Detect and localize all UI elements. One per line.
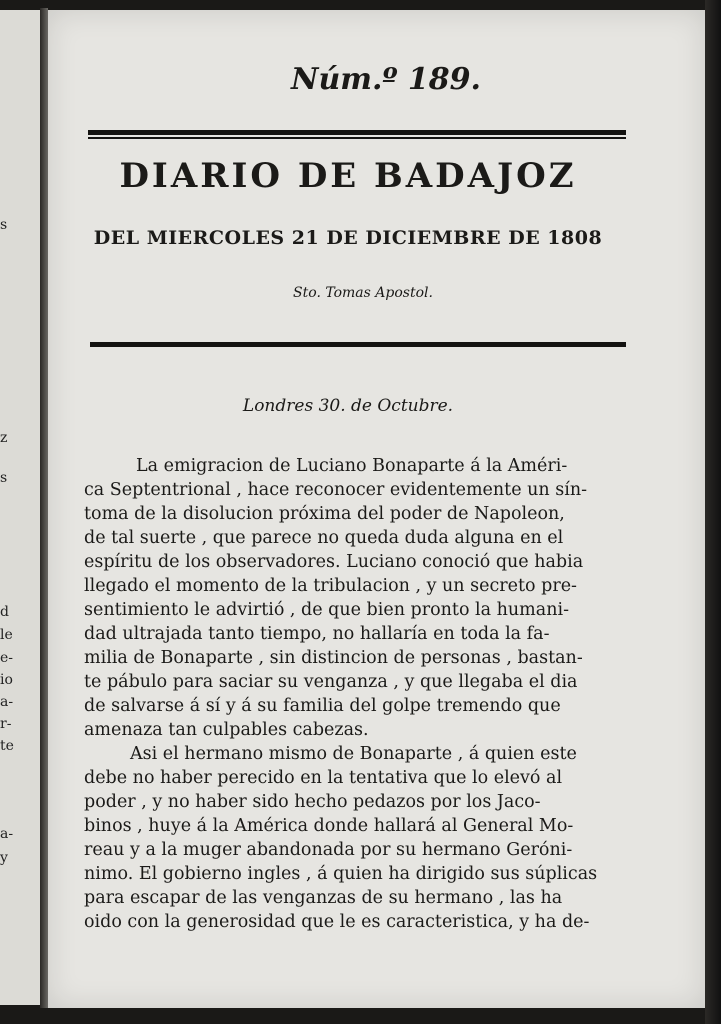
article-line: espíritu de los observadores. Luciano conoció que habia — [84, 552, 584, 572]
facing-page-fragment: s — [0, 217, 8, 233]
facing-page-fragment: le — [0, 627, 13, 643]
issue-dateline: DEL MIERCOLES 21 DE DICIEMBRE DE 1808 — [93, 227, 603, 249]
article-line: toma de la disolucion próxima del poder de Napoleon, — [84, 504, 565, 524]
newspaper-title: DIARIO DE BADAJOZ — [119, 156, 577, 196]
facing-page-fragment: z — [0, 430, 8, 446]
facing-page-fragment: d — [0, 604, 9, 620]
article-line: Asi el hermano mismo de Bonaparte , á quien este — [130, 744, 577, 764]
facing-page-fragment: a- — [0, 694, 14, 710]
masthead-bottom-rule — [90, 342, 626, 347]
article-line: llegado el momento de la tribulacion , y un secreto pre- — [84, 576, 577, 596]
article-line: oido con la generosidad que le es caracteristica, y ha de- — [84, 912, 590, 932]
article-line: te pábulo para saciar su venganza , y que llegaba el dia — [84, 672, 578, 692]
facing-page-fragment: y — [0, 850, 8, 866]
issue-number: Núm.º 189. — [291, 62, 481, 97]
saint-of-day: Sto. Tomas Apostol. — [293, 285, 433, 301]
article-line: binos , huye á la América donde hallará al General Mo- — [84, 816, 574, 836]
article-line: nimo. El gobierno ingles , á quien ha dirigido sus súplicas — [84, 864, 598, 884]
masthead-top-rule-thin — [88, 137, 626, 139]
masthead-top-rule — [88, 130, 626, 135]
facing-page-fragment: a- — [0, 826, 14, 842]
facing-page-fragment: r- — [0, 716, 12, 732]
article-line: ca Septentrional , hace reconocer evidentemente un sín- — [84, 480, 587, 500]
book-edge-shadow — [705, 0, 721, 1024]
book-gutter — [40, 8, 48, 1008]
facing-page-fragment: e- — [0, 650, 14, 666]
article-line: de salvarse á sí y á su familia del golpe tremendo que — [84, 696, 561, 716]
article-line: debe no haber perecido en la tentativa que lo elevó al — [84, 768, 563, 788]
article-line: amenaza tan culpables cabezas. — [84, 720, 369, 740]
article-line: de tal suerte , que parece no queda duda alguna en el — [84, 528, 564, 548]
article-line: milia de Bonaparte , sin distincion de personas , bastan- — [84, 648, 583, 668]
facing-page-fragment: te — [0, 738, 14, 754]
article-line: sentimiento le advirtió , de que bien pronto la humani- — [84, 600, 569, 620]
article-line: poder , y no haber sido hecho pedazos por los Jaco- — [84, 792, 541, 812]
facing-page-edge — [0, 10, 40, 1005]
article-line: reau y a la muger abandonada por su hermano Geróni- — [84, 840, 573, 860]
article-place-date: Londres 30. de Octubre. — [242, 396, 454, 416]
facing-page-fragment: s — [0, 470, 8, 486]
newspaper-page — [48, 10, 705, 1008]
article-line: para escapar de las venganzas de su hermano , las ha — [84, 888, 563, 908]
article-line: dad ultrajada tanto tiempo, no hallaría en toda la fa- — [84, 624, 550, 644]
article-line: La emigracion de Luciano Bonaparte á la Améri- — [136, 456, 568, 476]
facing-page-fragment: io — [0, 672, 13, 688]
